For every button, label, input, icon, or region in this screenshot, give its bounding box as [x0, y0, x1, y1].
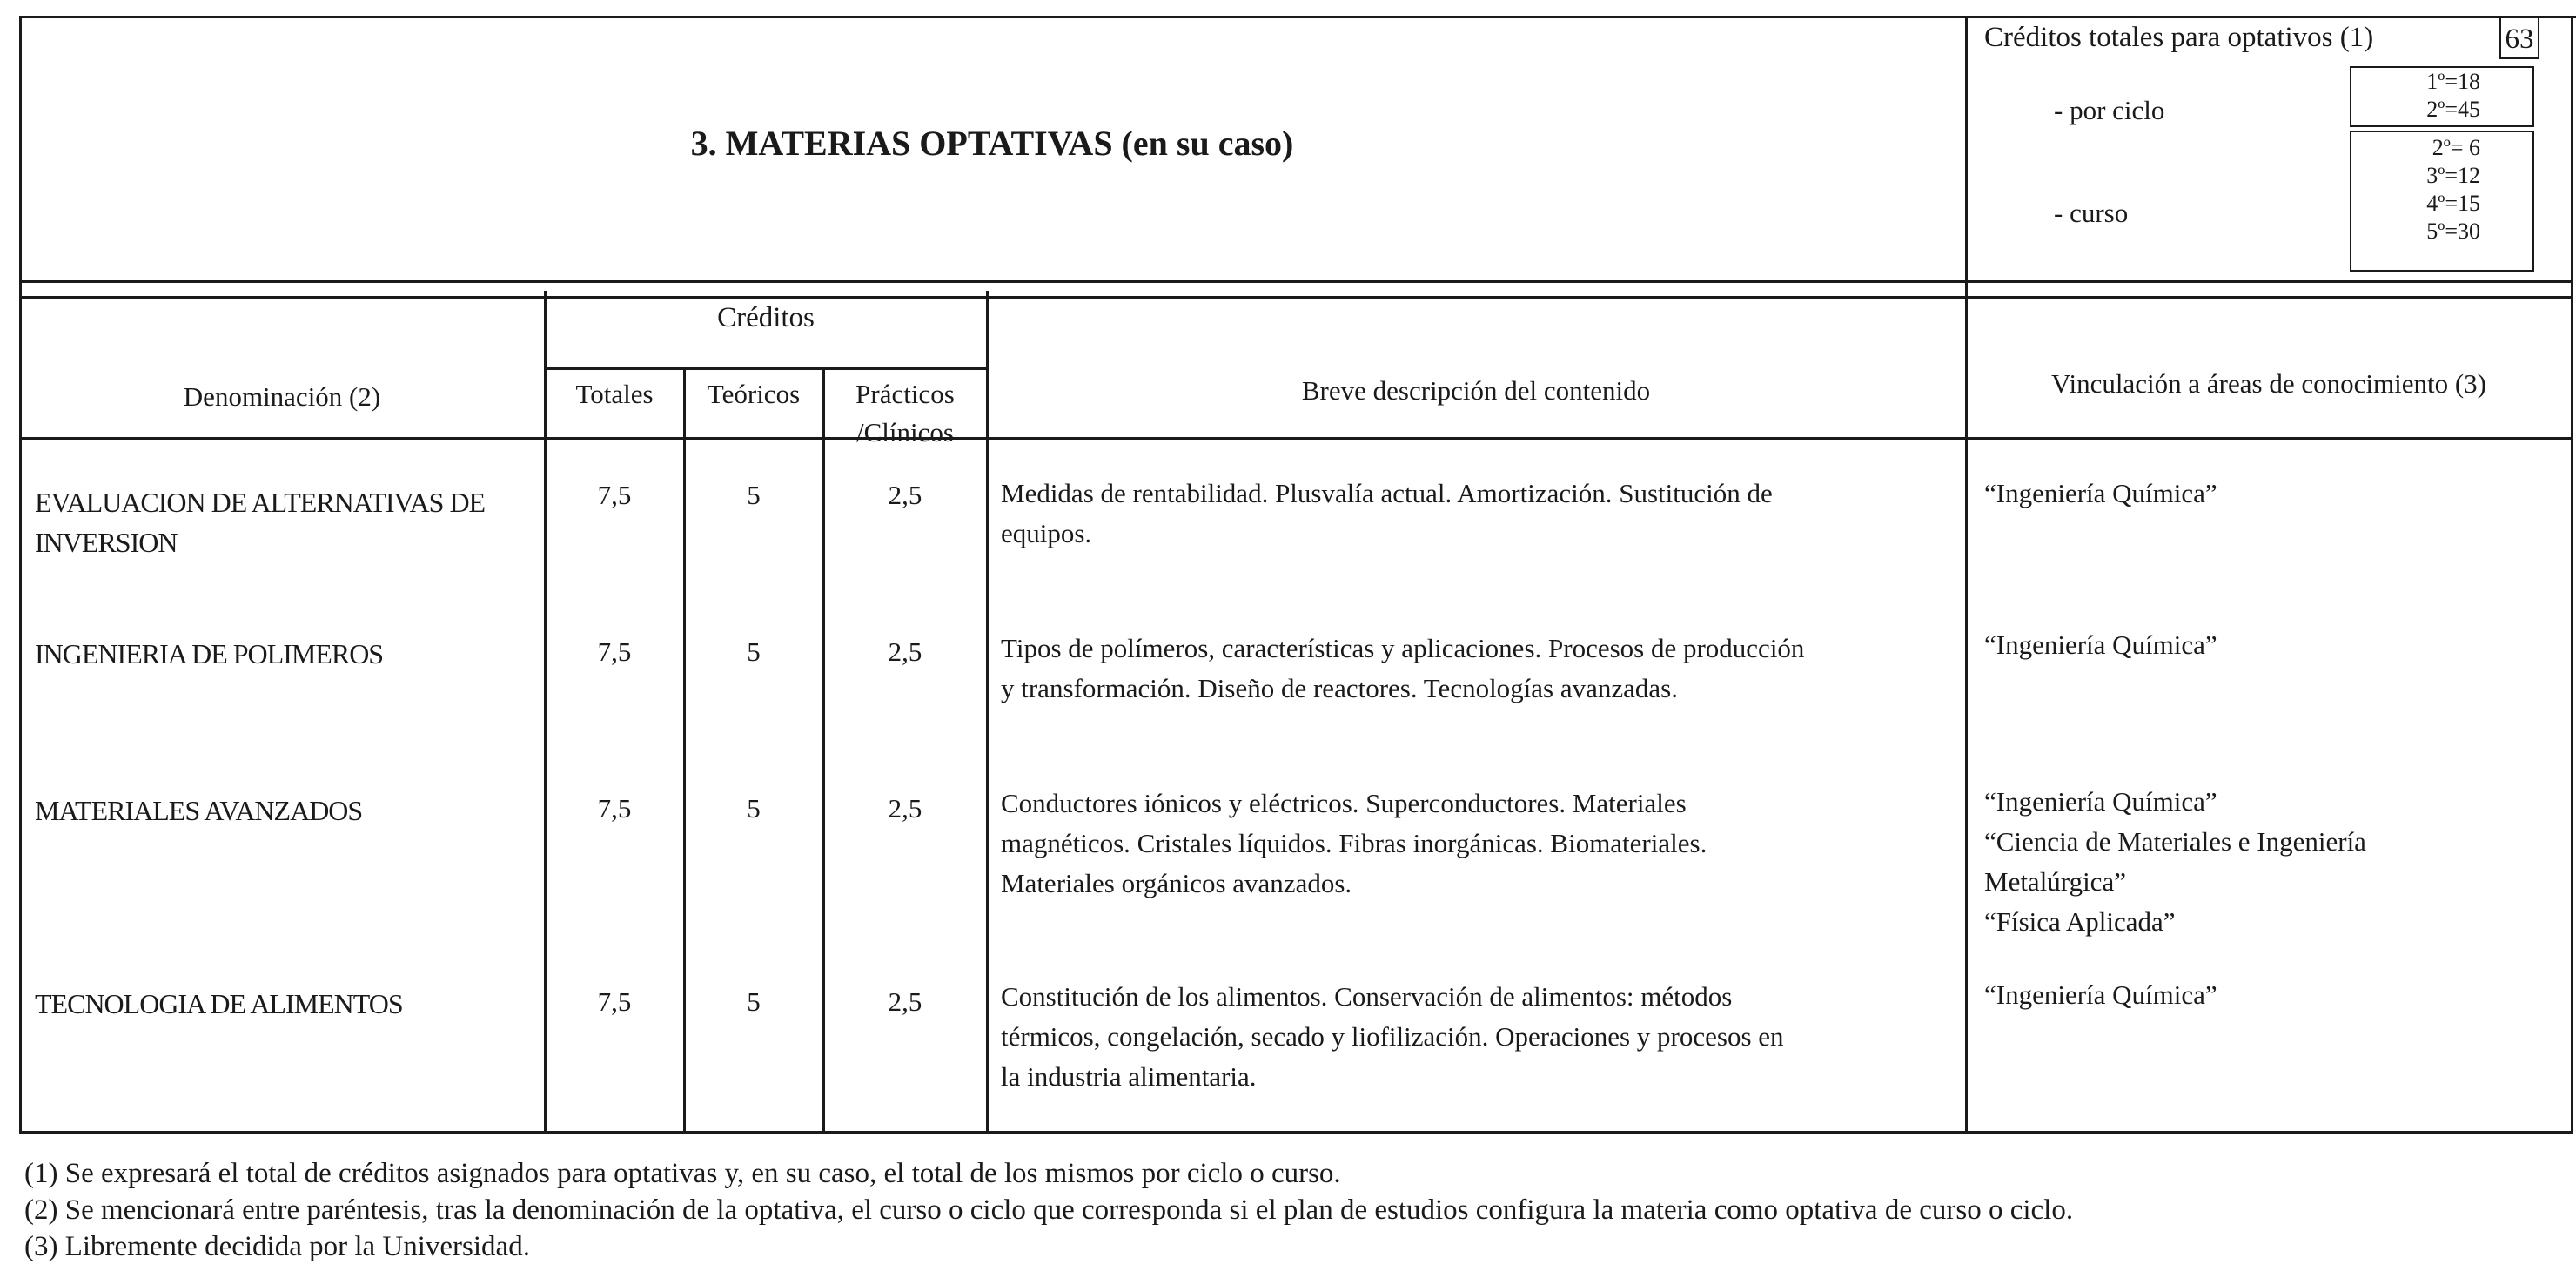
row-teoricos: 5: [747, 986, 761, 1017]
row-descripcion: Constitución de los alimentos. Conservación de alimentos: métodos térmicos, congelación, secado y liofilización. Operaciones y procesos en la industria alimentaria.: [1001, 981, 1784, 1092]
row-teoricos: 5: [747, 636, 761, 667]
row-practicos: 2,5: [888, 793, 922, 824]
footnote: (2) Se mencionará entre paréntesis, tras la denominación de la optativa, el curso o ciclo que corresponda si el plan de estudios configura la materia como optativa de curso o ciclo.: [24, 1194, 2074, 1226]
column-header-teoricos: Teóricos: [707, 379, 801, 409]
curso-value: 4º=15: [2426, 191, 2480, 216]
row-vinculacion: “Ingeniería Química”: [1984, 478, 2217, 508]
row-vinculacion: “Ingeniería Química”: [1984, 629, 2217, 660]
column-header-clinicos: /Clínicos: [856, 417, 954, 447]
column-header-descripcion: Breve descripción del contenido: [1301, 375, 1651, 406]
row-teoricos: 5: [747, 793, 761, 824]
row-teoricos: 5: [747, 480, 761, 510]
credits-total-box: [2499, 16, 2539, 59]
por-ciclo-value: 2º=45: [2426, 97, 2480, 122]
por-ciclo-box: [2350, 66, 2534, 127]
curso-value: 2º= 6: [2432, 135, 2480, 160]
column-header-totales: Totales: [575, 379, 654, 409]
row-denominacion: EVALUACION DE ALTERNATIVAS DE INVERSION: [35, 487, 486, 558]
por-ciclo-value: 1º=18: [2426, 69, 2480, 94]
column-header-practicos: Prácticos: [855, 379, 955, 409]
footnote: (1) Se expresará el total de créditos asignados para optativas y, en su caso, el total de los mismos por ciclo o curso.: [24, 1158, 1341, 1189]
page-title: 3. MATERIAS OPTATIVAS (en su caso): [690, 124, 1294, 163]
footnote: (3) Libremente decidida por la Universidad.: [24, 1231, 530, 1262]
row-practicos: 2,5: [888, 986, 922, 1017]
row-totales: 7,5: [597, 636, 632, 667]
column-header-vinculacion: Vinculación a áreas de conocimiento (3): [2051, 368, 2486, 399]
row-denominacion: INGENIERIA DE POLIMEROS: [35, 638, 384, 669]
curso-value: 5º=30: [2426, 219, 2480, 244]
row-descripcion: Conductores iónicos y eléctricos. Superconductores. Materiales magnéticos. Cristales líquidos. Fibras inorgánicas. Biomateriales. Materiales orgánicos avanzados.: [1001, 788, 1707, 898]
por-ciclo-label: - por ciclo: [2054, 95, 2165, 125]
curso-box: [2350, 131, 2534, 272]
credits-total-value: 63: [2505, 24, 2534, 55]
row-totales: 7,5: [597, 480, 632, 510]
row-descripcion: Tipos de polímeros, características y aplicaciones. Procesos de producción y transformación. Diseño de reactores. Tecnologías avanzadas.: [1001, 633, 1805, 703]
row-practicos: 2,5: [888, 636, 922, 667]
row-descripcion: Medidas de rentabilidad. Plusvalía actual. Amortización. Sustitución de equipos.: [1001, 478, 1773, 548]
row-practicos: 2,5: [888, 480, 922, 510]
credits-total-label: Créditos totales para optativos (1): [1984, 22, 2374, 53]
row-totales: 7,5: [597, 986, 632, 1017]
column-header-denominacion: Denominación (2): [183, 381, 381, 412]
row-denominacion: TECNOLOGIA DE ALIMENTOS: [35, 988, 403, 1019]
curso-label: - curso: [2054, 198, 2129, 228]
curso-value: 3º=12: [2426, 163, 2480, 188]
row-vinculacion: “Ingeniería Química” “Ciencia de Materiales e Ingeniería Metalúrgica” “Física Aplicada”: [1984, 786, 2366, 937]
column-header-creditos: Créditos: [717, 302, 815, 333]
row-denominacion: MATERIALES AVANZADOS: [35, 795, 363, 826]
row-totales: 7,5: [597, 793, 632, 824]
row-vinculacion: “Ingeniería Química”: [1984, 979, 2217, 1010]
